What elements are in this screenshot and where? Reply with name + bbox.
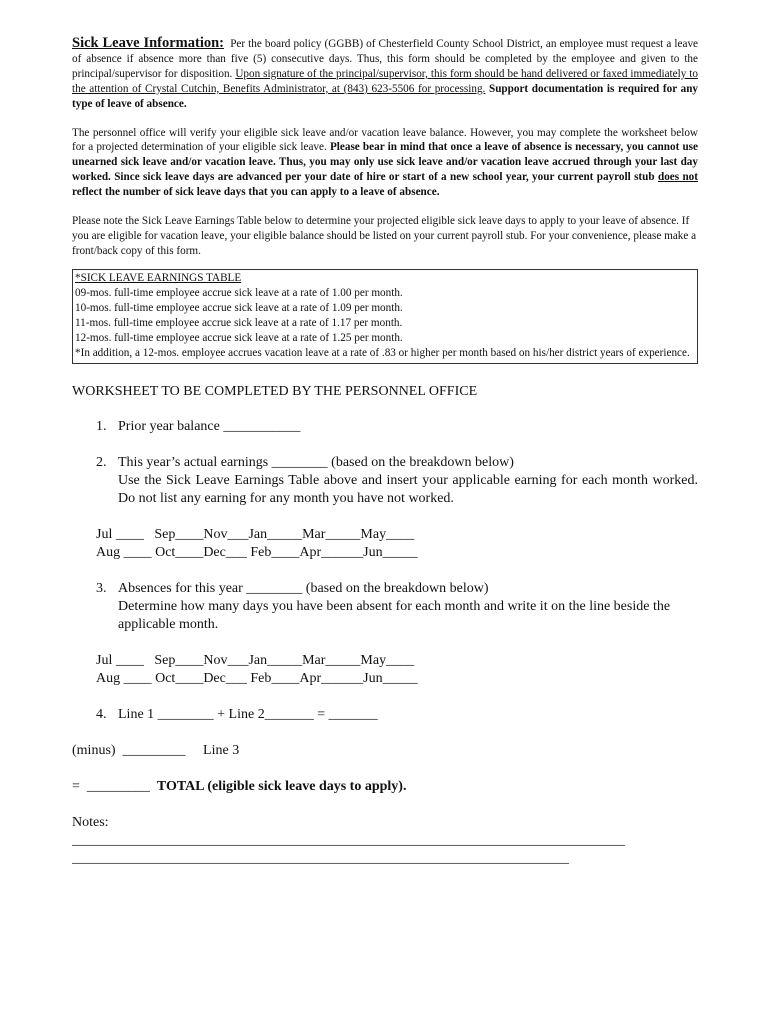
absences-instructions: Determine how many days you have been absent for each month and write it on the line beside the applicable month.	[118, 598, 671, 632]
intro-support-note: Support documentation is required for any type of leave of absence.	[72, 82, 699, 110]
verify-bold-text: Please bear in mind that once a leave of absence is necessary, you cannot use unearned sick leave and/or vacation leave. Thus, you may only use sick leave and/or vacation leave accrued through your last day worked. Since sick leave days are advanced per your date of hire or start of a new school year, your current payroll stub	[72, 141, 699, 184]
total-line[interactable]	[72, 778, 698, 796]
earnings-table-title: *SICK LEAVE EARNINGS TABLE	[75, 271, 242, 284]
verify-text: The personnel office will verify your eligible sick leave and/or vacation leave balance. However, you may complete the worksheet below for a projected determination of your eligible sick leave.	[72, 126, 698, 154]
earnings-footnote: *In addition, a 12-mos. employee accrues vacation leave at a rate of .83 or higher per month based on his/her district years of experience.	[75, 346, 690, 359]
item-number: 4.	[96, 706, 107, 722]
document-page	[72, 36, 698, 868]
prior-year-balance-field[interactable]: Prior year balance ___________	[118, 418, 301, 434]
minus-line-3[interactable]: (minus) _________ Line 3	[72, 742, 240, 758]
earnings-row: 12-mos. full-time employee accrue sick leave at a rate of 1.25 per month.	[75, 331, 403, 344]
item-number: 2.	[96, 454, 107, 470]
note-paragraph: Please note the Sick Leave Earnings Table below to determine your projected eligible sick leave days to apply to your leave of absence. If you are eligible for vacation leave, your eligible balance should be listed on your current payroll stub. For your convenience, please make a front/back copy of this form.	[72, 215, 697, 257]
worksheet-item-1[interactable]	[72, 418, 698, 436]
worksheet-item-2	[72, 454, 698, 508]
earnings-instructions: Use the Sick Leave Earnings Table above and insert your applicable earning for each month worked. Do not list any earning for any month you have not worked.	[118, 472, 698, 506]
absence-months-row-2[interactable]: Aug ____ Oct____Dec___ Feb____Apr______Jun_____	[96, 670, 418, 686]
worksheet-item-3	[72, 580, 698, 634]
verify-bold-text-2: reflect the number of sick leave days that you can apply to a leave of absence.	[72, 186, 440, 199]
intro-paragraph	[72, 36, 698, 112]
intro-instruction: Upon signature of the principal/supervisor, this form should be hand delivered or faxed immediately to the attention of Crystal Cutchin, Benefits Administrator, at (843) 623-5506 for processing.	[72, 67, 698, 95]
notes-line[interactable]: _______________________________________________________________________	[72, 850, 569, 866]
earnings-row: 11-mos. full-time employee accrue sick leave at a rate of 1.17 per month.	[75, 316, 403, 329]
absences-field[interactable]: Absences for this year ________ (based on the breakdown below)	[118, 580, 489, 596]
total-label: TOTAL (eligible sick leave days to apply).	[156, 778, 407, 794]
intro-text: Per the board policy (GGBB) of Chesterfield County School District, an employee must request a leave of absence if absence more than five (5) consecutive days. Thus, this form should be completed by the employee and given to the principal/supervisor for disposition.	[72, 38, 699, 80]
worksheet-title: WORKSHEET TO BE COMPLETED BY THE PERSONNEL OFFICE	[72, 383, 478, 399]
line-sum-field[interactable]: Line 1 ________ + Line 2_______ = _______	[118, 706, 378, 722]
item-number: 3.	[96, 580, 107, 596]
earnings-months-row-2[interactable]: Aug ____ Oct____Dec___ Feb____Apr______Jun_____	[96, 544, 418, 560]
sick-leave-earnings-table	[72, 269, 698, 364]
verify-paragraph	[72, 126, 698, 201]
earnings-row: 09-mos. full-time employee accrue sick leave at a rate of 1.00 per month.	[75, 286, 403, 299]
actual-earnings-field[interactable]: This year’s actual earnings ________ (based on the breakdown below)	[118, 454, 514, 470]
notes-line[interactable]: _______________________________________________________________________________	[72, 832, 625, 848]
section-title: Sick Leave Information:	[72, 35, 225, 51]
item-number: 1.	[96, 418, 107, 434]
total-field[interactable]: = _________	[72, 778, 157, 794]
notes-label: Notes:	[72, 814, 109, 830]
earnings-row: 10-mos. full-time employee accrue sick leave at a rate of 1.09 per month.	[75, 301, 403, 314]
absence-months-row-1[interactable]: Jul ____ Sep____Nov___Jan_____Mar_____May____	[96, 652, 415, 668]
worksheet-item-4[interactable]	[72, 706, 698, 724]
verify-does-not: does not	[657, 171, 698, 184]
earnings-months-row-1[interactable]: Jul ____ Sep____Nov___Jan_____Mar_____May____	[96, 526, 415, 542]
